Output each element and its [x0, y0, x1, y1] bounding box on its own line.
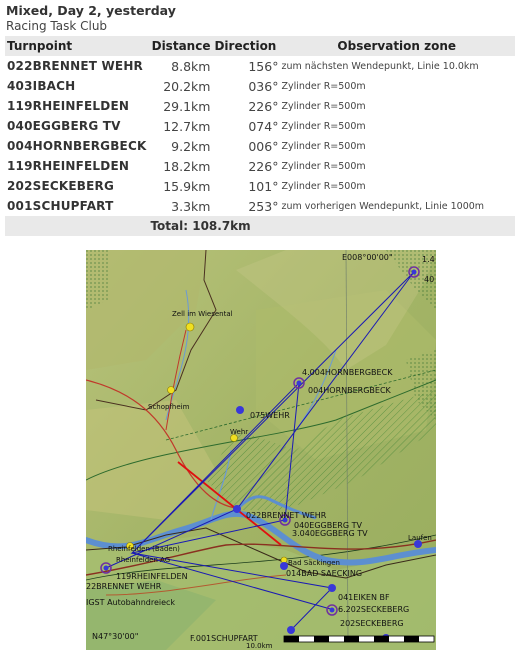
turnpoint-direction: 036° [248, 78, 279, 94]
turnpoint-distance: 9.2km [171, 138, 211, 154]
label-eiken: 041EIKEN BF [338, 593, 390, 602]
turnpoint-distance: 15.9km [163, 178, 211, 194]
col-distance: Distance [148, 36, 212, 56]
label-schopfheim: Schopfheim [148, 403, 190, 411]
turnpoint-direction: 074° [248, 118, 279, 134]
club-name: Racing Task Club [6, 19, 108, 33]
total-row [5, 216, 515, 236]
turnpoint-distance: 18.2km [163, 158, 211, 174]
total-spacer [5, 216, 148, 236]
turnpoint-direction: 101° [248, 178, 279, 194]
label-seckeberg-b: 202SECKEBERG [340, 619, 404, 628]
turnpoint-direction: 226° [248, 158, 279, 174]
label-hornberg-b: 004HORNBERGBECK [308, 386, 391, 395]
protected-area [86, 250, 108, 310]
label-seckeberg-a: 6.202SECKEBERG [338, 605, 410, 614]
label-075wehr: 075WEHR [250, 411, 290, 420]
turnpoint-direction: 156° [248, 58, 279, 74]
table-row [5, 196, 515, 216]
turnpoint-name: 202SECKEBERG [7, 179, 115, 193]
label-brennet-left: 22BRENNET WEHR [86, 582, 162, 591]
task-title: Mixed, Day 2, yesterday [6, 3, 176, 18]
turnpoint-direction: 226° [248, 98, 279, 114]
turnpoint-distance: 8.8km [171, 58, 211, 74]
turnpoint-zone: Zylinder R=500m [281, 100, 366, 112]
label-ibach-a: 1.4 [422, 255, 435, 264]
turnpoint-zone: Zylinder R=500m [281, 120, 366, 132]
town-marker [186, 323, 194, 331]
label-bad-saeckingen: Bad Säckingen [288, 559, 340, 567]
turnpoint-table [5, 36, 515, 236]
task-map[interactable] [86, 250, 436, 650]
table-row [5, 96, 515, 116]
col-direction: Direction [212, 36, 278, 56]
table-row [5, 156, 515, 176]
town-marker [168, 387, 175, 394]
label-schupfart: F.001SCHUPFART [190, 634, 258, 643]
total-filler [278, 216, 515, 236]
label-laufen: Laufen [408, 534, 432, 542]
table-row [5, 116, 515, 136]
turnpoint-zone: zum vorherigen Wendepunkt, Linie 1000m [281, 200, 485, 212]
label-zell: Zell im Wiesental [172, 310, 233, 318]
col-observation-zone: Observation zone [278, 36, 515, 56]
turnpoint-zone: Zylinder R=500m [281, 80, 366, 92]
label-latitude: N47°30'00" [92, 632, 139, 641]
table-row [5, 76, 515, 96]
label-eggberg-b: 3.040EGGBERG TV [292, 529, 368, 538]
turnpoint-direction: 006° [248, 138, 279, 154]
label-rheinfelden-baden: Rheinfelden (Baden) [108, 545, 180, 553]
turnpoint-zone: zum nächsten Wendepunkt, Linie 10.0km [281, 60, 479, 72]
turnpoint-name: 119RHEINFELDEN [7, 99, 130, 113]
col-turnpoint: Turnpoint [5, 36, 148, 56]
turnpoint-name: 022BRENNET WEHR [7, 59, 143, 73]
turnpoint-name: 001SCHUPFART [7, 199, 114, 213]
map-canvas [86, 250, 436, 650]
total-distance: Total: 108.7km [148, 216, 278, 236]
turnpoint-zone: Zylinder R=500m [281, 160, 366, 172]
label-longitude: E008°00'00" [342, 253, 393, 262]
label-rheinfelden-ag: Rheinfelden AG [116, 556, 171, 564]
label-hornberg-a: 4.004HORNBERGBECK [302, 368, 393, 377]
table-row [5, 56, 515, 76]
turnpoint-rows [5, 56, 515, 236]
scale-label: 10.0km [246, 642, 273, 650]
turnpoint-zone: Zylinder R=500m [281, 180, 366, 192]
turnpoint-distance: 3.3km [171, 198, 211, 214]
turnpoint-name: 403IBACH [7, 79, 76, 93]
label-eggberg-a: 040EGGBERG TV [294, 521, 362, 530]
turnpoint-name: 119RHEINFELDEN [7, 159, 130, 173]
label-brennet: 022BRENNET WEHR [246, 511, 327, 520]
label-119rheinfelden: 119RHEINFELDEN [116, 572, 188, 581]
label-autobahn: IGST Autobahndreieck [86, 598, 176, 607]
turnpoint-distance: 12.7km [163, 118, 211, 134]
turnpoint-name: 004HORNBERGBECK [7, 139, 147, 153]
turnpoint-distance: 29.1km [163, 98, 211, 114]
table-row [5, 136, 515, 156]
label-bad-saeckingen-code: 014BAD SAECKING [286, 569, 363, 578]
turnpoint-name: 040EGGBERG TV [7, 119, 121, 133]
turnpoint-zone: Zylinder R=500m [281, 140, 366, 152]
turnpoint-distance: 20.2km [163, 78, 211, 94]
label-ibach-b: 40 [424, 275, 435, 284]
table-header-row [5, 36, 515, 56]
turnpoint-direction: 253° [248, 198, 279, 214]
task-header [6, 3, 518, 34]
table-row [5, 176, 515, 196]
label-wehr: Wehr [230, 428, 249, 436]
